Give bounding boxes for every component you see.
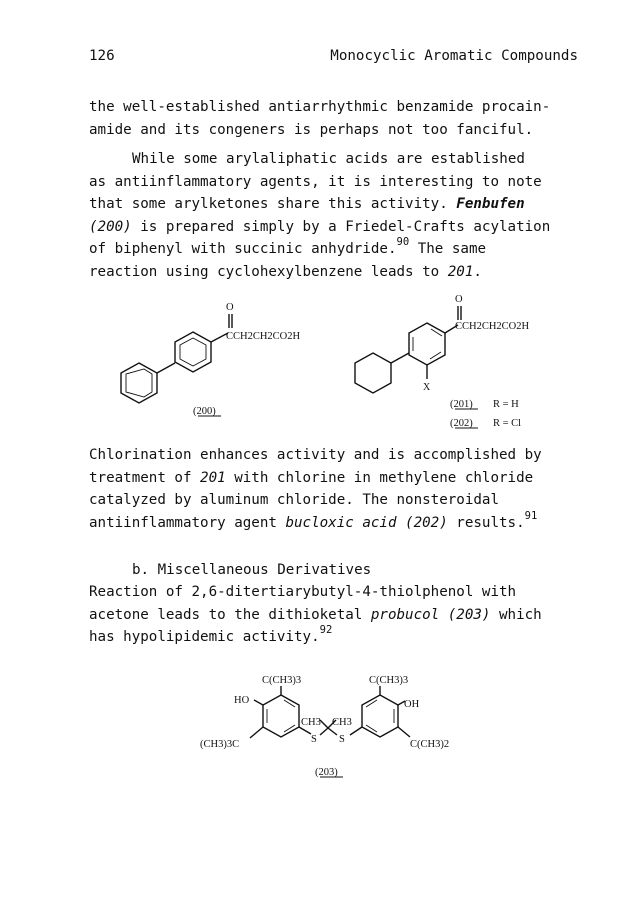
text-line: Reaction of 2,6-ditertiarybutyl-4-thiolphenol with xyxy=(89,584,517,600)
text-line: as antiinflammatory agents, it is interesting to note xyxy=(89,173,542,190)
footnote-ref: 92 xyxy=(319,624,333,637)
text-span: which xyxy=(490,606,542,623)
compound-ref: 201 xyxy=(447,263,474,280)
text-line: While some arylaliphatic acids are established xyxy=(132,151,525,167)
bond xyxy=(299,727,311,734)
bond xyxy=(250,727,263,738)
bond xyxy=(328,728,337,735)
text-span: is prepared simply by a Friedel-Crafts acylation xyxy=(131,218,551,235)
text-span: results. xyxy=(447,514,525,531)
text-span: The same xyxy=(409,241,487,258)
sulfur-atom: S xyxy=(311,734,317,745)
compound-label-200: (200) xyxy=(193,406,216,417)
compound-label-202: (202) xyxy=(450,418,473,429)
tert-butyl-group: C(CH3)2 xyxy=(410,739,450,750)
tert-butyl-group: (CH3)3C xyxy=(200,739,240,750)
double-bond xyxy=(284,725,295,732)
bond xyxy=(350,727,362,735)
text-span: that some arylketones share this activity. xyxy=(89,196,457,213)
oxygen-atom: O xyxy=(226,302,234,313)
tert-butyl-group: C(CH3)3 xyxy=(262,675,302,686)
hydroxyl-group: OH xyxy=(404,699,420,710)
compound-label-201: (201) xyxy=(450,399,473,410)
methyl-group: CH3 xyxy=(332,717,352,728)
text-span: has hypolipidemic activity. xyxy=(89,629,320,646)
footnote-ref: 91 xyxy=(524,509,538,522)
bond xyxy=(398,727,410,737)
text-line: catalyzed by aluminum chloride. The nonsteroidal xyxy=(89,492,499,509)
methyl-group: CH3 xyxy=(301,717,321,728)
double-bond xyxy=(366,725,377,732)
tert-butyl-group: C(CH3)3 xyxy=(369,675,409,686)
text-span: acetone leads to the dithioketal xyxy=(89,606,371,623)
page-number: 126 xyxy=(89,48,115,64)
bond xyxy=(254,700,263,705)
benzene-ring xyxy=(263,695,299,737)
text-span: reaction using cyclohexylbenzene leads to xyxy=(89,263,448,280)
double-bond xyxy=(366,700,377,707)
bond xyxy=(320,728,328,735)
compound-name-fenbufen: Fenbufen xyxy=(456,196,525,213)
text-span: of biphenyl with succinic anhydride. xyxy=(89,241,397,258)
text-span: with chlorine in methylene chloride xyxy=(225,469,534,486)
section-heading: b. Miscellaneous Derivatives xyxy=(132,562,372,578)
hydroxyl-group: HO xyxy=(234,695,250,706)
compound-ref: 201 xyxy=(200,469,226,486)
side-chain: CCH2CH2CO2H xyxy=(226,331,301,342)
text-line: the well-established antiarrhythmic benzamide procain- xyxy=(89,99,551,115)
structure-203 xyxy=(200,675,449,778)
text-span: antiinflammatory agent xyxy=(89,514,286,531)
running-title: Monocyclic Aromatic Compounds xyxy=(330,48,578,64)
benzene-ring xyxy=(362,695,398,737)
text-line: Chlorination enhances activity and is accomplished by xyxy=(89,447,542,463)
r-group-202: R = Cl xyxy=(493,418,522,429)
sulfur-atom: S xyxy=(339,734,345,745)
text-span: . xyxy=(473,263,482,280)
compound-name-bucloxic: bucloxic acid (202) xyxy=(285,514,448,531)
oxygen-atom: O xyxy=(455,294,463,305)
side-chain: CCH2CH2CO2H xyxy=(455,321,530,332)
r-group-201: R = H xyxy=(493,399,519,410)
text-span: treatment of xyxy=(89,469,201,486)
compound-ref: (200) xyxy=(89,218,132,235)
compound-label-203: (203) xyxy=(315,767,338,778)
compound-name-probucol: probucol (203) xyxy=(370,606,491,623)
text-line: amide and its congeners is perhaps not too fanciful. xyxy=(89,121,534,138)
substituent-x: X xyxy=(423,382,431,393)
double-bond xyxy=(284,700,295,707)
footnote-ref: 90 xyxy=(396,236,410,249)
bond xyxy=(320,720,328,728)
